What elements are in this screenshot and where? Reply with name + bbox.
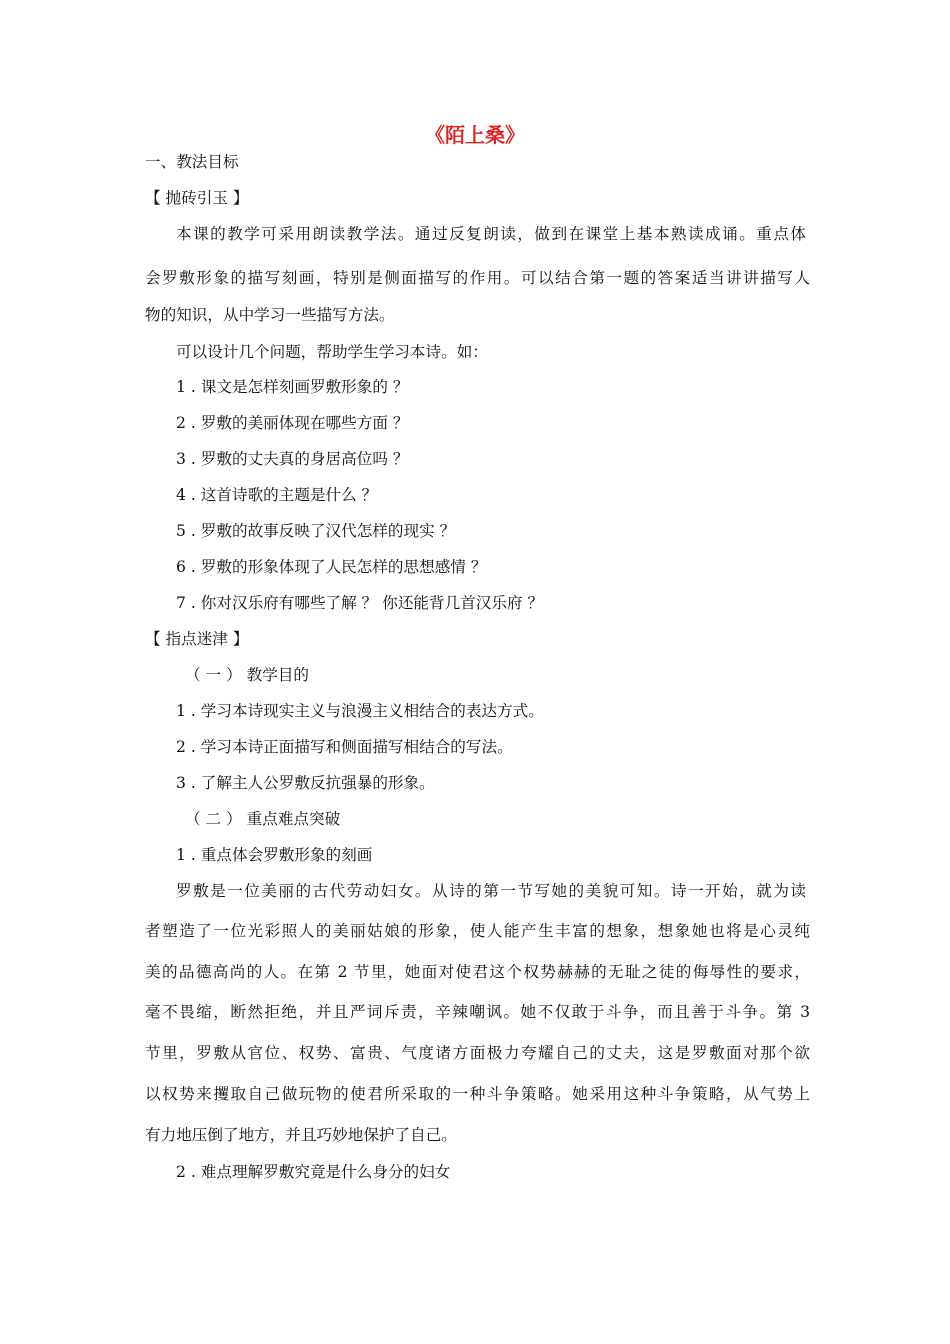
- list-item: 2 . 罗敷的美丽体现在哪些方面 ？: [176, 414, 409, 432]
- paragraph-line: 本课的教学可采用朗读教学法。通过反复朗读，做到在课堂上基本熟读成诵。重点体: [176, 225, 806, 243]
- paragraph-line: 会罗敷形象的描写刻画，特别是侧面描写的作用。可以结合第一题的答案适当讲讲描写人: [145, 269, 810, 287]
- list-item: 6 . 罗敷的形象体现了人民怎样的思想感情 ？: [176, 558, 487, 576]
- list-item: 3 . 罗敷的丈夫真的身居高位吗 ？: [176, 450, 409, 468]
- key-heading: （ 二 ） 重点难点突破: [185, 810, 341, 828]
- section-heading: 一、教法目标: [145, 153, 239, 171]
- list-item: 2 . 学习本诗正面描写和侧面描写相结合的写法。: [176, 738, 513, 756]
- list-item: 3 . 了解主人公罗敷反抗强暴的形象。: [176, 774, 435, 792]
- questions-intro: 可以设计几个问题，帮助学生学习本诗。如：: [176, 343, 488, 361]
- sub-heading-intro: 【 抛砖引玉 】: [145, 189, 249, 207]
- list-item: 2 . 难点理解罗敷究竟是什么身分的妇女: [176, 1163, 451, 1181]
- paragraph-line: 罗敷是一位美丽的古代劳动妇女。从诗的第一节写她的美貌可知。诗一开始，就为读: [176, 882, 806, 900]
- list-item: 4 . 这首诗歌的主题是什么 ？: [176, 486, 378, 504]
- paragraph-line: 以权势来攫取自己做玩物的使君所采取的一种斗争策略。她采用这种斗争策略，从气势上: [145, 1085, 810, 1103]
- list-item: 7 . 你对汉乐府有哪些了解 ？ 你还能背几首汉乐府 ？: [176, 594, 544, 612]
- paragraph-line: 美的品德高尚的人。在第 2 节里，她面对使君这个权势赫赫的无耻之徒的侮辱性的要求，: [145, 963, 810, 981]
- list-item: 5 . 罗敷的故事反映了汉代怎样的现实 ？: [176, 522, 456, 540]
- paragraph-line: 节里，罗敷从官位、权势、富贵、气度诸方面极力夸耀自己的丈夫，这是罗敷面对那个欲: [145, 1044, 810, 1062]
- list-item: 1 . 学习本诗现实主义与浪漫主义相结合的表达方式。: [176, 702, 544, 720]
- list-item: 1 . 重点体会罗敷形象的刻画: [176, 846, 373, 864]
- paragraph-line: 物的知识，从中学习一些描写方法。: [145, 306, 395, 324]
- paragraph-line: 毫不畏缩，断然拒绝，并且严词斥责，辛辣嘲讽。她不仅敢于斗争，而且善于斗争。第 3: [145, 1003, 810, 1021]
- paragraph-line: 者塑造了一位光彩照人的美丽姑娘的形象，使人能产生丰富的想象，想象她也将是心灵纯: [145, 922, 810, 940]
- sub-heading-guidance: 【 指点迷津 】: [145, 630, 249, 648]
- paragraph-line: 有力地压倒了地方，并且巧妙地保护了自己。: [145, 1126, 457, 1144]
- page-title: 《陌上桑》: [425, 123, 525, 147]
- goals-heading: （ 一 ） 教学目的: [185, 666, 310, 684]
- list-item: 1 . 课文是怎样刻画罗敷形象的 ？: [176, 378, 409, 396]
